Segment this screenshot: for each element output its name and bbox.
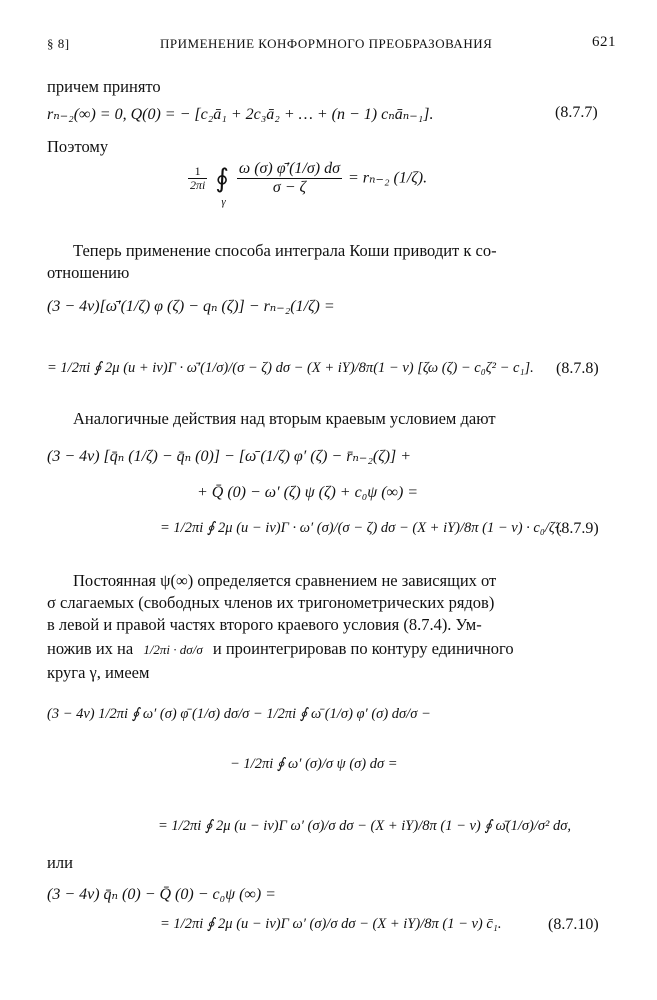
equation-8-7-8-line2: = 1/2πi ∮ 2μ (u + iv)Γ · ω̄′(1/σ)/(σ − ζ) dσ − (X + iY)/8π(1 − ν) [ζω (ζ) − c₀ζ² − c₁]. [47, 360, 534, 376]
fraction-1-over-2pi-i: $\frac{1}{2\pi i}$ [190, 163, 206, 193]
text-p5-line1: Постоянная ψ(∞) определяется сравнением не зависящих от [73, 571, 497, 590]
contour-integral-icon: ∮ γ [215, 163, 229, 208]
page-number: 621 [592, 34, 616, 50]
text-p1: причем принято [47, 77, 161, 96]
text-p5-line2: σ слагаемых (свободных членов их тригонометрических рядов) [47, 593, 495, 612]
text-p5-line5: круга γ, имеем [47, 663, 150, 682]
text-p4-line1: Аналогичные действия над вторым краевым условием дают [73, 409, 496, 428]
equation-kruga-line1: (3 − 4ν) 1/2πi ∮ ω′ (σ) φ̄ (1/σ) dσ/σ − 1/2πi ∮ ω̄ (1/σ) φ′ (σ) dσ/σ − [47, 706, 431, 722]
equation-8-7-10-line1: (3 − 4ν) q̄ₙ (0) − Q̄ (0) − c₀ψ (∞) = [47, 886, 276, 903]
running-title: ПРИМЕНЕНИЕ КОНФОРМНОГО ПРЕОБРАЗОВАНИЯ [160, 36, 493, 51]
equation-8-7-8-line1: (3 − 4ν)[ω̄′(1/ζ) φ (ζ) − qₙ (ζ)] − rₙ₋₂(1/ζ) = [47, 298, 335, 315]
text-p2: Поэтому [47, 137, 109, 156]
equation-number-8-7-7: (8.7.7) [555, 104, 598, 121]
text-p5-line3: в левой и правой частях второго краевого условия (8.7.4). Ум- [47, 615, 482, 634]
equation-poetomu: $\frac{1}{2\pi i}$ ∮ γ $\frac{\omega (\sigma) \varphī'(1/\sigma) d\sigma}{\sigma - \zeta}$ = rₙ₋₂ (1/ζ). [190, 160, 428, 208]
equation-8-7-9-line1: (3 − 4ν) [q̄ₙ (1/ζ) − q̄ₙ (0)] − [ω̄ (1/ζ) φ′ (ζ) − r̄ₙ₋₂(ζ)] + [47, 448, 412, 465]
equation-number-8-7-10: (8.7.10) [548, 916, 599, 933]
equation-number-8-7-8: (8.7.8) [556, 360, 599, 377]
section-mark: § 8] [47, 36, 70, 51]
equation-8-7-7: rₙ₋₂(∞) = 0, Q(0) = − [c₂ā₁ + 2c₃ā₂ + … + (n − 1) cₙāₙ₋₁]. [47, 106, 434, 123]
text-p6: или [47, 853, 73, 872]
inline-fraction: 1/2πi · dσ/σ [143, 642, 203, 657]
integrand-fraction: $\frac{\omega (\sigma) \varphī'(1/\sigma) d\sigma}{\sigma - \zeta}$ [238, 160, 340, 197]
equation-kruga-line3: = 1/2πi ∮ 2μ (u − iv)Γ ω′ (σ)/σ dσ − (X + iY)/8π (1 − ν) ∮ ω̄(1/σ)/σ² dσ, [158, 818, 572, 834]
equation-8-7-9-line2: + Q̄ (0) − ω′ (ζ) ψ (ζ) + c₀ψ (∞) = [197, 484, 419, 501]
equation-number-8-7-9: (8.7.9) [556, 520, 599, 537]
text-p5-line4: ножив их на 1/2πi · dσ/σ и проинтегрировав по контуру единичного [47, 639, 514, 658]
text-p3-line1: Теперь применение способа интеграла Коши приводит к со- [73, 241, 497, 260]
equation-kruga-line2: − 1/2πi ∮ ω′ (σ)/σ ψ (σ) dσ = [230, 756, 398, 772]
equation-8-7-10-line2: = 1/2πi ∮ 2μ (u − iv)Γ ω′ (σ)/σ dσ − (X + iY)/8π (1 − ν) c̄₁. [160, 916, 502, 932]
text-p3-line2: отношению [47, 263, 130, 282]
equation-8-7-9-line3: = 1/2πi ∮ 2μ (u − iv)Γ · ω′ (σ)/(σ − ζ) dσ − (X + iY)/8π (1 − ν) · c₀/ζ². [160, 520, 563, 536]
